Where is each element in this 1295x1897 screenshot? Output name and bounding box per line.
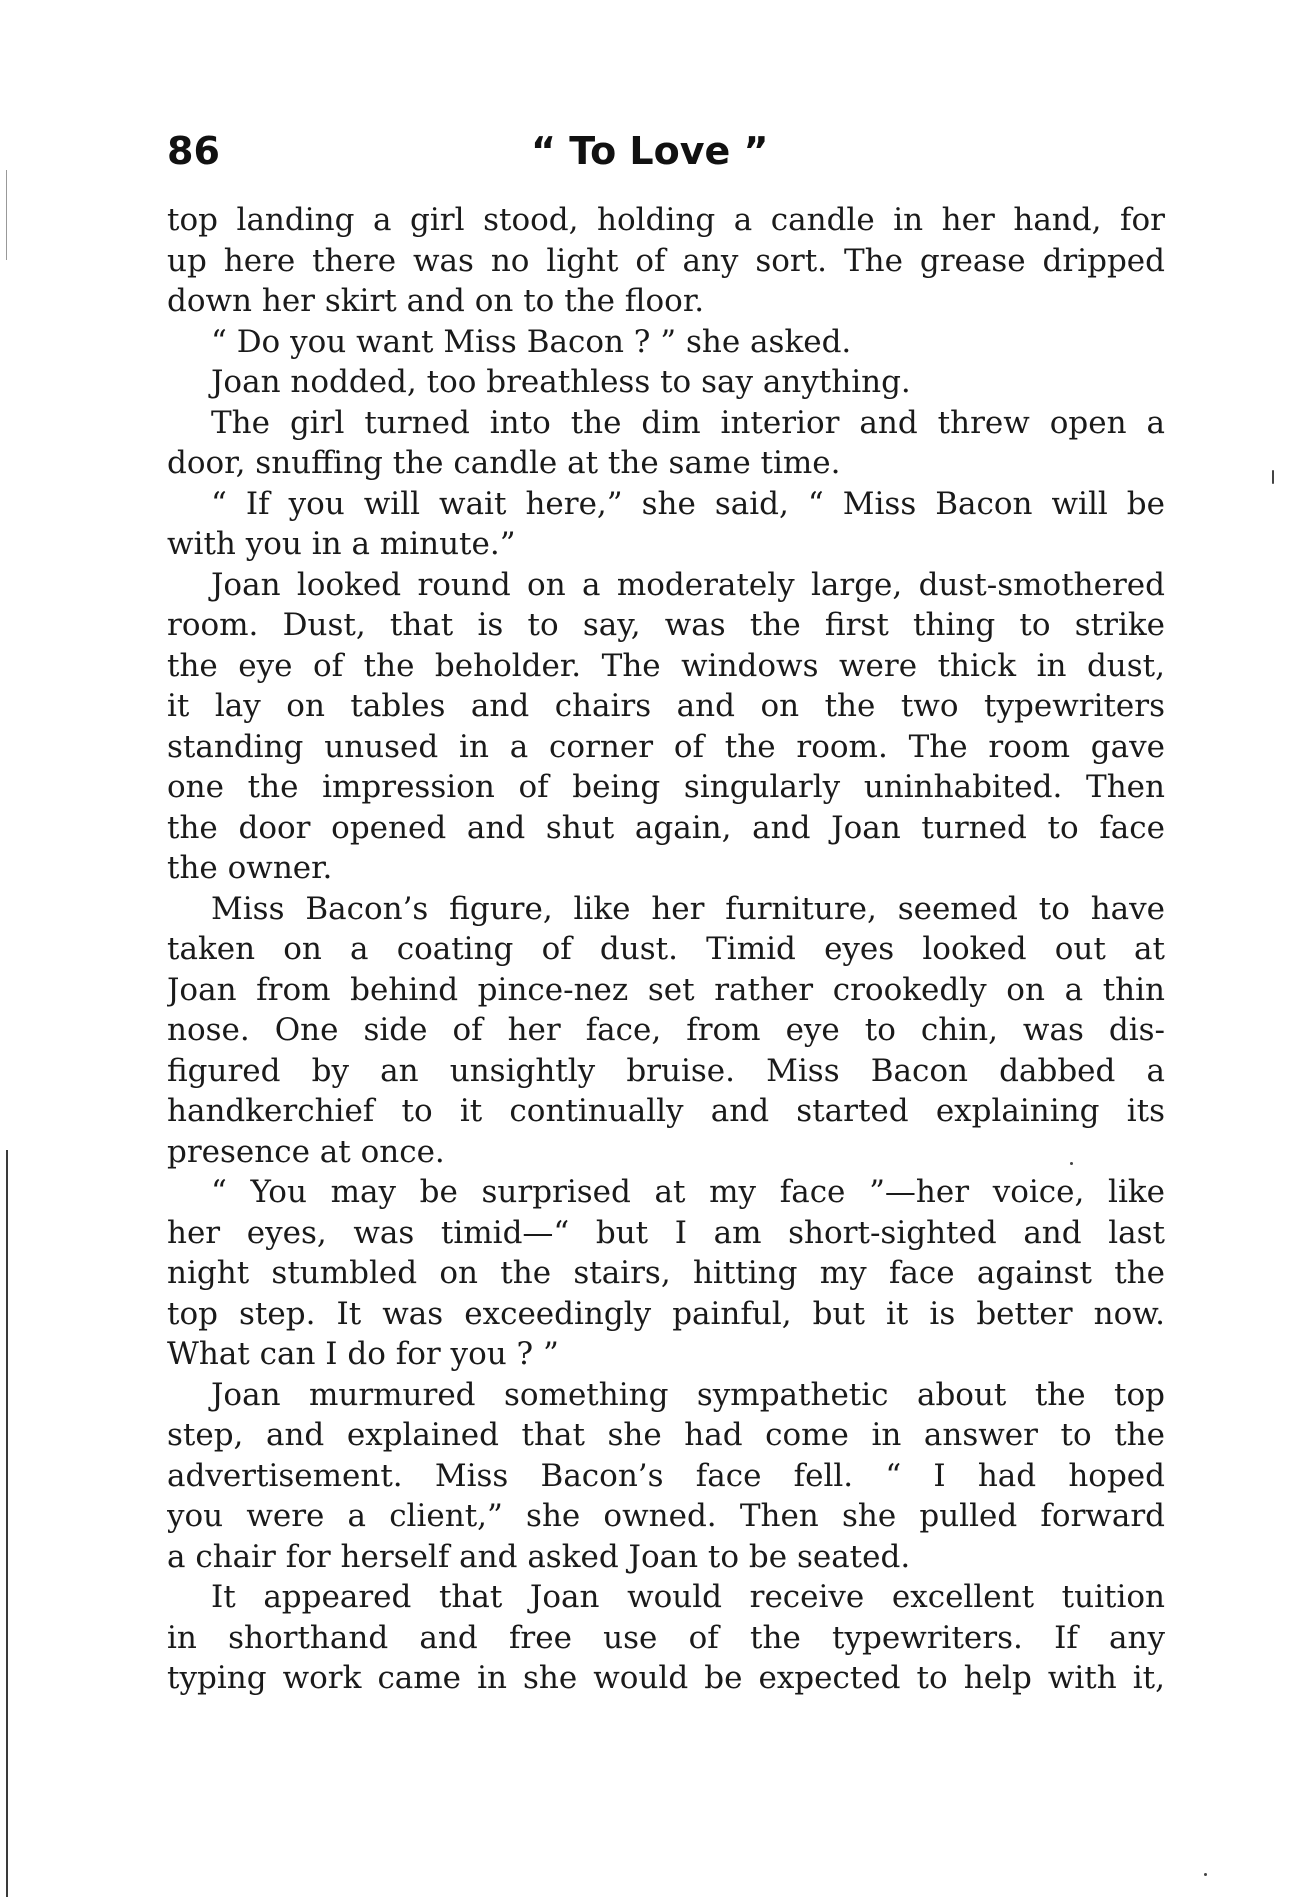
page-header	[167, 123, 1165, 179]
print-speck	[1070, 1162, 1073, 1165]
text-line: typing work came in she would be expected to help with it,	[167, 1660, 1165, 1696]
text-line: standing unused in a corner of the room. The room gave	[167, 728, 1165, 765]
text-line: nose. One side of her face, from eye to chin, was dis-	[167, 1012, 1165, 1048]
text-line: advertisement. Miss Bacon’s face fell. “ I had hoped	[167, 1457, 1165, 1494]
text-line: one the impression of being singularly uninhabited. Then	[167, 769, 1165, 805]
text-line: the door opened and shut again, and Joan turned to face	[167, 809, 1165, 846]
text-line: Joan from behind pince-nez set rather crookedly on a thin	[167, 971, 1165, 1008]
text-line: It appeared that Joan would receive excellent tuition	[211, 1579, 1165, 1615]
text-line: figured by an unsightly bruise. Miss Bacon dabbed a	[167, 1052, 1165, 1089]
page-number: 86	[167, 129, 220, 173]
print-speck	[1272, 470, 1274, 484]
text-line: her eyes, was timid—“ but I am short-sighted and last	[167, 1214, 1165, 1251]
text-line: presence at once.	[167, 1133, 445, 1170]
text-line: “ Do you want Miss Bacon ? ” she asked.	[211, 323, 852, 360]
text-line: in shorthand and free use of the typewriters. If any	[167, 1619, 1165, 1656]
text-line: handkerchief to it continually and started explaining its	[167, 1093, 1165, 1129]
text-line: Joan nodded, too breathless to say anything.	[211, 364, 911, 400]
text-line: top step. It was exceedingly painful, but it is better now.	[167, 1295, 1165, 1332]
body-text	[167, 200, 1165, 1699]
text-line: top landing a girl stood, holding a candle in her hand, for	[167, 202, 1165, 238]
text-line: a chair for herself and asked Joan to be seated.	[167, 1538, 911, 1575]
print-speck	[1204, 1873, 1207, 1876]
text-line: Joan murmured something sympathetic about the top	[211, 1376, 1165, 1413]
text-line: “ You may be surprised at my face ”—her voice, like	[211, 1174, 1165, 1210]
text-line: The girl turned into the dim interior and threw open a	[211, 404, 1165, 441]
text-line: down her skirt and on to the floor.	[167, 283, 705, 319]
running-title: “ To Love ”	[531, 129, 769, 173]
text-line: with you in a minute.”	[167, 526, 516, 562]
text-line: Joan looked round on a moderately large, dust-smothered	[211, 566, 1165, 603]
text-line: What can I do for you ? ”	[167, 1336, 559, 1372]
text-line: door, snuffing the candle at the same time.	[167, 445, 841, 481]
text-line: the owner.	[167, 850, 333, 886]
text-line: up here there was no light of any sort. The grease dripped	[167, 242, 1165, 279]
page-edge-shadow-top	[6, 170, 7, 260]
text-line: you were a client,” she owned. Then she pulled forward	[167, 1498, 1165, 1534]
text-line: step, and explained that she had come in answer to the	[167, 1417, 1165, 1453]
text-line: room. Dust, that is to say, was the first thing to strike	[167, 607, 1165, 643]
text-line: taken on a coating of dust. Timid eyes looked out at	[167, 931, 1165, 967]
text-line: night stumbled on the stairs, hitting my face against the	[167, 1255, 1165, 1291]
text-line: the eye of the beholder. The windows were thick in dust,	[167, 647, 1165, 684]
text-line: Miss Bacon’s figure, like her furniture, seemed to have	[211, 890, 1165, 927]
text-line: it lay on tables and chairs and on the two typewriters	[167, 688, 1165, 724]
page-edge-shadow	[6, 1150, 8, 1897]
text-line: “ If you will wait here,” she said, “ Miss Bacon will be	[211, 485, 1165, 522]
